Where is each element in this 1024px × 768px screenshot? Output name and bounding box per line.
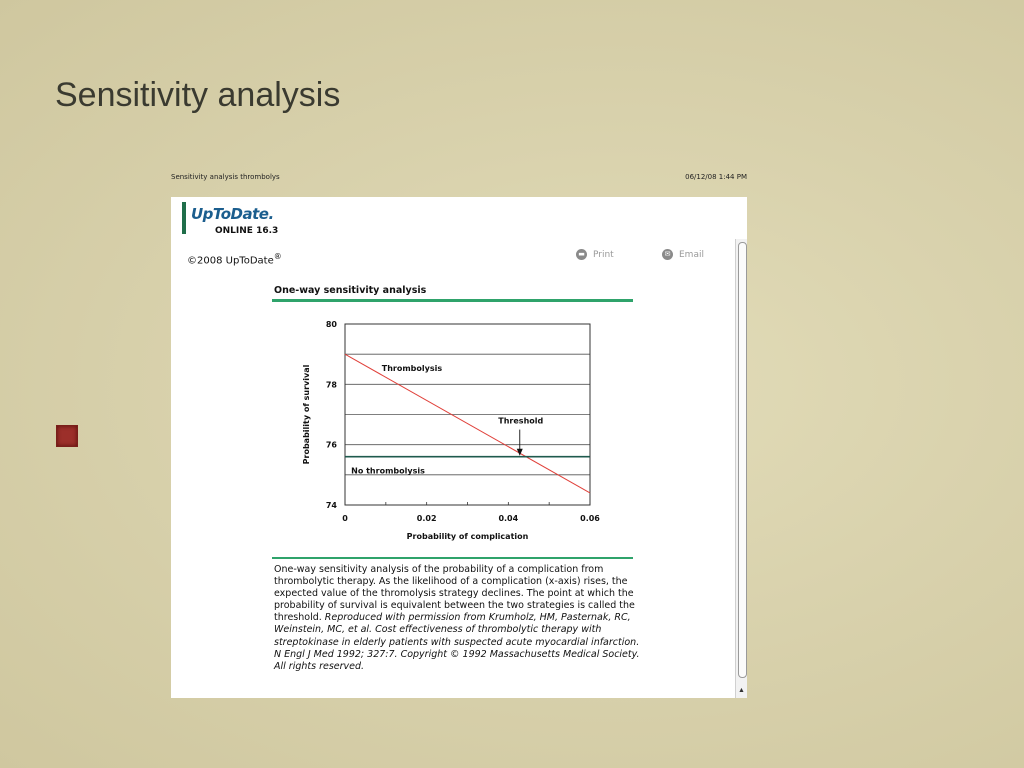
- email-button[interactable]: [662, 249, 704, 260]
- x-tick-label: 0.06: [580, 514, 600, 523]
- vertical-scrollbar[interactable]: [735, 239, 747, 698]
- print-header: [171, 173, 747, 185]
- y-tick-label: 78: [325, 380, 337, 390]
- email-label: Email: [679, 250, 704, 260]
- uptodate-page: [171, 197, 747, 698]
- bullet-marker: [56, 425, 78, 447]
- series-label-no-thrombolysis: No thrombolysis: [351, 466, 425, 476]
- figure-title: One-way sensitivity analysis: [274, 285, 427, 296]
- scroll-up-arrow-icon[interactable]: ▲: [738, 687, 745, 694]
- uptodate-logo[interactable]: [182, 202, 292, 236]
- registered-mark: ®: [273, 252, 282, 261]
- x-axis-label: Probability of complication: [406, 532, 529, 541]
- printer-icon: ▬: [576, 249, 587, 260]
- series-label-thrombolysis: Thrombolysis: [381, 363, 443, 373]
- y-tick-label: 76: [325, 440, 337, 450]
- caption-text: One-way sensitivity analysis of the probability of a complication from thrombolytic therapy. As the likelihood of a complication (x-axis) rises, the expected value of the thromolysis strategy declines. The point at which the probability of survival is equivalent between the two strategies is called the threshold.: [274, 564, 635, 624]
- print-button[interactable]: [576, 249, 614, 260]
- print-header-title: Sensitivity analysis thrombolys: [171, 173, 280, 181]
- figure-caption: [274, 564, 644, 673]
- copyright-text: ©2008 UpToDate: [187, 255, 274, 267]
- figure-bottom-rule: [272, 557, 633, 559]
- y-tick-label: 74: [325, 501, 337, 510]
- figure-top-rule: [272, 299, 633, 302]
- x-tick-label: 0.02: [416, 514, 437, 523]
- sensitivity-chart: [291, 309, 611, 549]
- x-tick-label: 0.04: [498, 514, 519, 523]
- y-axis-label: Probability of survival: [302, 364, 311, 465]
- scrollbar-thumb[interactable]: [738, 242, 747, 678]
- envelope-icon: ✉: [662, 249, 673, 260]
- y-tick-label: 80: [325, 320, 337, 329]
- copyright-notice: [187, 252, 282, 266]
- logo-version: ONLINE 16.3: [215, 226, 279, 236]
- print-header-timestamp: 06/12/08 1:44 PM: [685, 173, 747, 181]
- x-tick-label: 0: [342, 514, 348, 523]
- print-label: Print: [593, 250, 614, 260]
- logo-bar: [182, 202, 186, 234]
- logo-name: UpToDate.: [191, 205, 274, 223]
- threshold-label: Threshold: [498, 416, 544, 426]
- slide-title: Sensitivity analysis: [55, 76, 341, 114]
- caption-citation: Reproduced with permission from Krumholz, HM, Pasternak, RC, Weinstein, MC, et al. Cost effectiveness of thrombolytic therapy with streptokinase in elderly patients with suspected acute myocardial infarction. N Engl J Med 1992; 327:7. Copyright © 1992 Massachusetts Medical Society. All rights reserved.: [274, 612, 640, 672]
